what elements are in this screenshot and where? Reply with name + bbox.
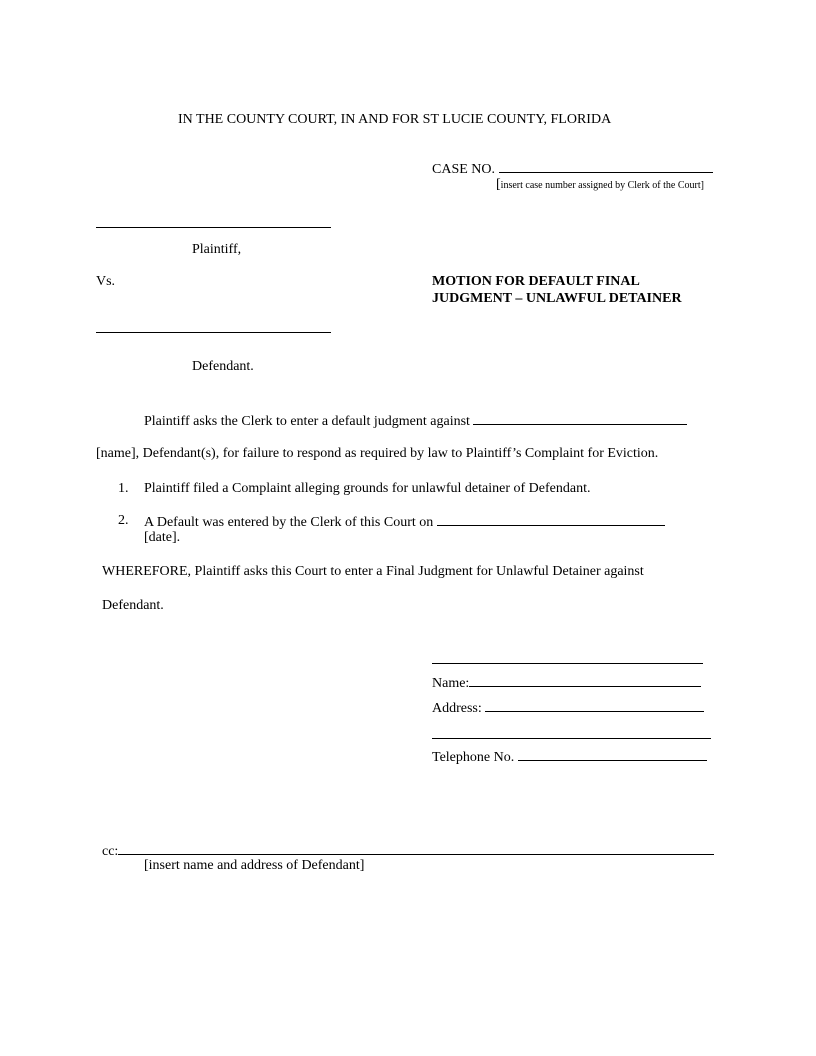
default-date-blank[interactable] — [437, 513, 665, 526]
telephone-row — [432, 748, 707, 766]
telephone-label: Telephone No. — [432, 750, 515, 765]
motion-title-line2: JUDGMENT – UNLAWFUL DETAINER — [432, 291, 682, 306]
cc-label: cc: — [102, 844, 119, 859]
intro-line2: [name], Defendant(s), for failure to respond as required by law to Plaintiff’s Complaint for Eviction. — [96, 446, 659, 461]
motion-title-line1: MOTION FOR DEFAULT FINAL — [432, 274, 640, 289]
vs-label: Vs. — [96, 274, 116, 289]
name-blank[interactable] — [469, 674, 701, 687]
signature-line[interactable] — [432, 663, 703, 664]
cc-blank[interactable] — [118, 842, 714, 855]
item-2-row — [144, 513, 665, 531]
plaintiff-name-line[interactable] — [96, 227, 331, 228]
case-number-row — [432, 160, 713, 178]
item-2-number: 2. — [118, 513, 129, 528]
wherefore-line1: WHEREFORE, Plaintiff asks this Court to enter a Final Judgment for Unlawful Detainer against — [102, 564, 644, 579]
name-label: Name: — [432, 676, 470, 691]
intro-text: Plaintiff asks the Clerk to enter a default judgment against — [144, 414, 470, 429]
plaintiff-label: Plaintiff, — [192, 242, 242, 257]
item-2-continuation: [date]. — [144, 530, 181, 545]
wherefore-line2: Defendant. — [102, 598, 164, 613]
case-number-hint: insert case number assigned by Clerk of the Court] — [500, 180, 704, 191]
telephone-blank[interactable] — [518, 748, 707, 761]
defendant-label: Defendant. — [192, 359, 254, 374]
defendant-name-blank[interactable] — [473, 412, 687, 425]
cc-hint: [insert name and address of Defendant] — [144, 858, 365, 873]
case-number-hint-row — [496, 177, 704, 193]
address-second-line[interactable] — [432, 738, 711, 739]
item-2-text: A Default was entered by the Clerk of this Court on — [144, 515, 434, 530]
name-row — [432, 674, 701, 692]
defendant-name-line[interactable] — [96, 332, 331, 333]
item-1-text: Plaintiff filed a Complaint alleging grounds for unlawful detainer of Defendant. — [144, 481, 591, 496]
address-label: Address: — [432, 701, 482, 716]
intro-line1 — [144, 412, 687, 430]
case-number-label: CASE NO. — [432, 162, 496, 177]
case-number-blank[interactable] — [499, 160, 713, 173]
item-1-number: 1. — [118, 481, 129, 496]
case-number-bracket: [ — [496, 177, 501, 192]
address-row — [432, 699, 704, 717]
address-blank[interactable] — [485, 699, 704, 712]
court-heading: IN THE COUNTY COURT, IN AND FOR ST LUCIE COUNTY, FLORIDA — [178, 112, 612, 127]
